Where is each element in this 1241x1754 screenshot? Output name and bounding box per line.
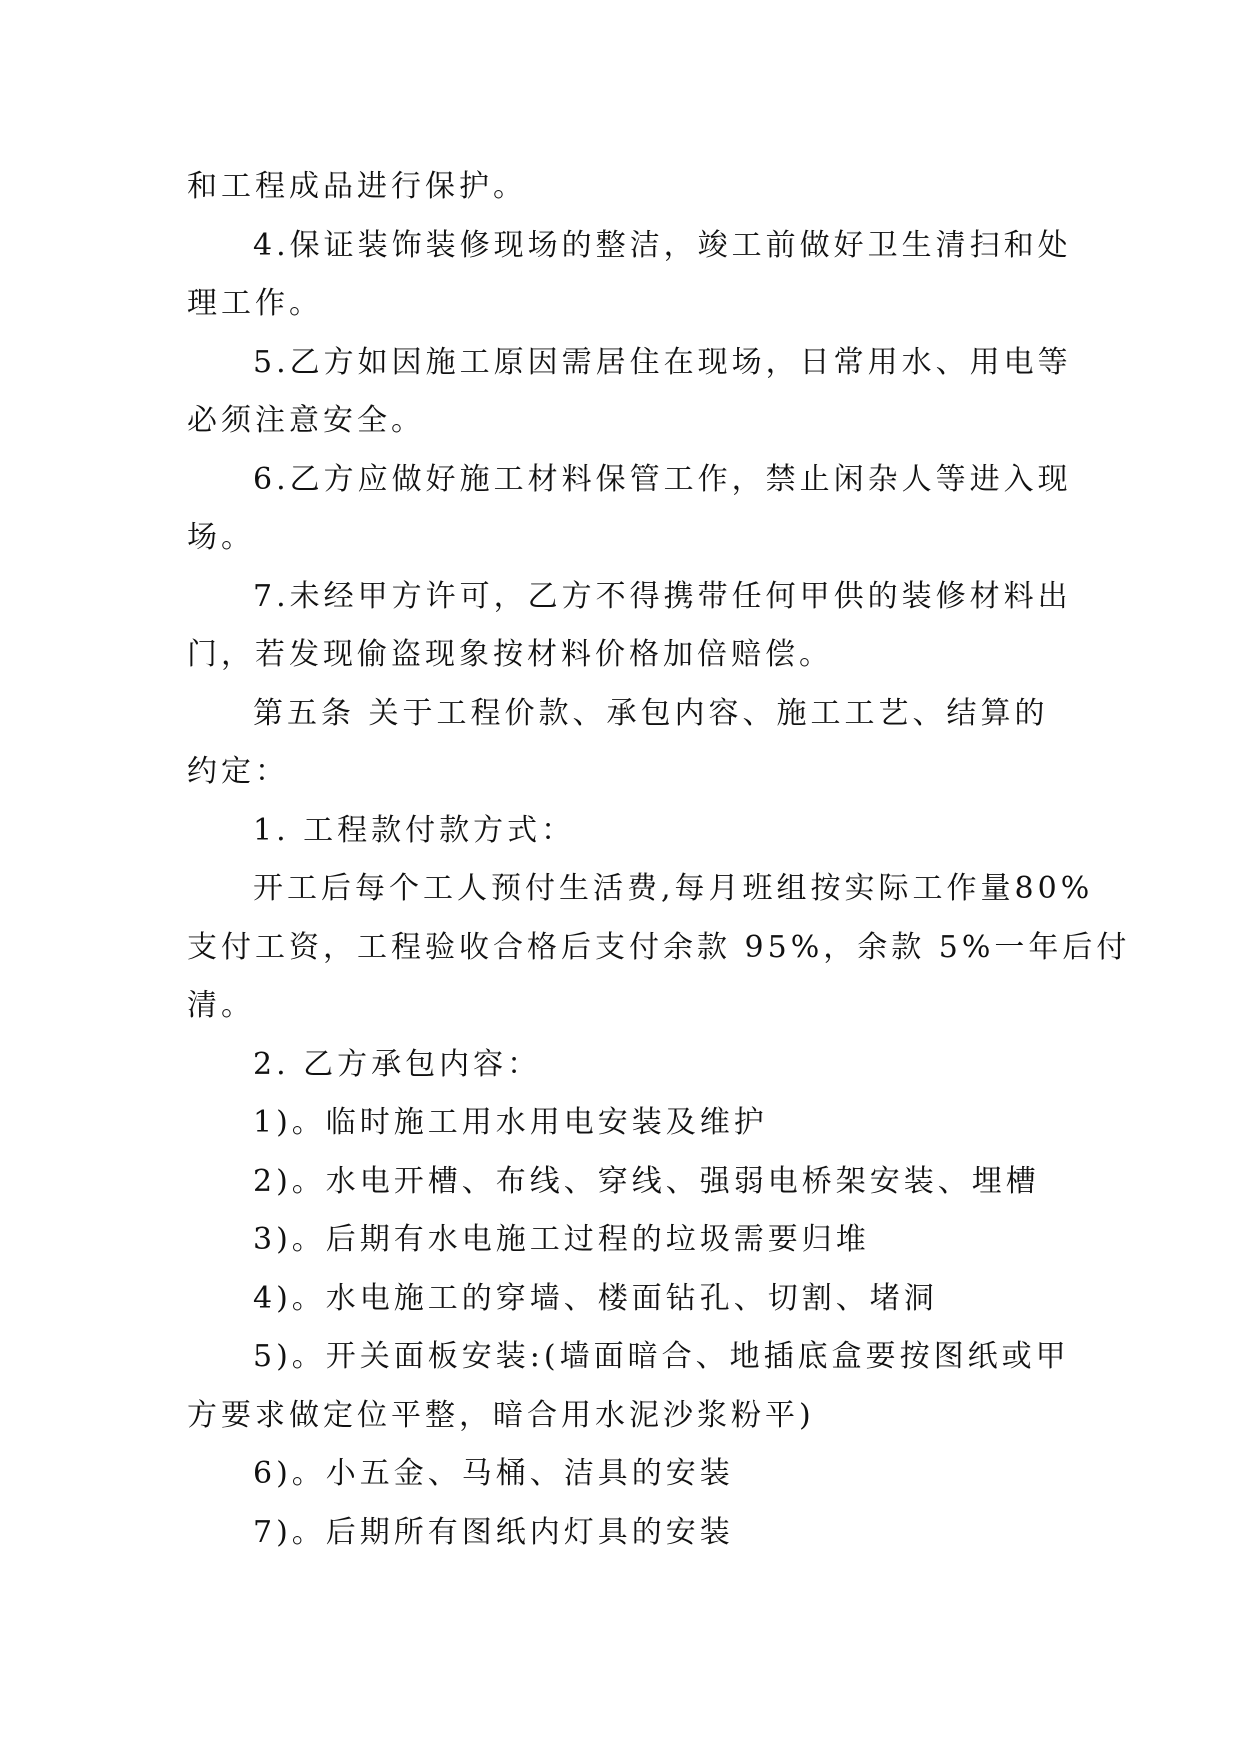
list-item: 7)。后期所有图纸内灯具的安装 <box>253 1514 734 1550</box>
list-item: 2)。水电开槽、布线、穿线、强弱电桥架安装、埋槽 <box>253 1163 1040 1199</box>
text-line: 6.乙方应做好施工材料保管工作，禁止闲杂人等进入现 <box>253 461 1072 497</box>
text-line: 场。 <box>187 520 255 555</box>
list-item: 3)。后期有水电施工过程的垃圾需要归堆 <box>253 1222 870 1257</box>
text-line: 4.保证装饰装修现场的整洁，竣工前做好卫生清扫和处 <box>253 227 1072 263</box>
text-line: 方要求做定位平整，暗合用水泥沙浆粉平) <box>187 1397 815 1433</box>
text-line: 5.乙方如因施工原因需居住在现场，日常用水、用电等 <box>253 344 1072 380</box>
text-line: 理工作。 <box>187 286 323 321</box>
text-line: 约定： <box>187 754 289 789</box>
list-item: 4)。水电施工的穿墙、楼面钻孔、切割、堵洞 <box>253 1280 938 1316</box>
subsection-heading: 1. 工程款付款方式： <box>253 812 576 848</box>
subsection-heading: 2. 乙方承包内容： <box>253 1046 542 1082</box>
text-line: 清。 <box>187 988 255 1023</box>
text-line: 和工程成品进行保护。 <box>187 169 527 204</box>
list-item: 5)。开关面板安装:(墙面暗合、地插底盒要按图纸或甲 <box>253 1339 1070 1374</box>
list-item: 6)。小五金、马桶、洁具的安装 <box>253 1456 734 1491</box>
text-line: 门，若发现偷盗现象按材料价格加倍赔偿。 <box>187 637 833 672</box>
document-body <box>187 158 1131 1562</box>
text-line: 必须注意安全。 <box>187 403 425 438</box>
text-line: 支付工资，工程验收合格后支付余款 95%，余款 5%一年后付 <box>187 929 1131 965</box>
text-line: 7.未经甲方许可，乙方不得携带任何甲供的装修材料出 <box>253 578 1072 614</box>
text-line: 开工后每个工人预付生活费,每月班组按实际工作量80% <box>253 871 1094 906</box>
list-item: 1)。临时施工用水用电安装及维护 <box>253 1105 768 1140</box>
section-heading: 第五条 关于工程价款、承包内容、施工工艺、结算的 <box>253 695 1049 731</box>
